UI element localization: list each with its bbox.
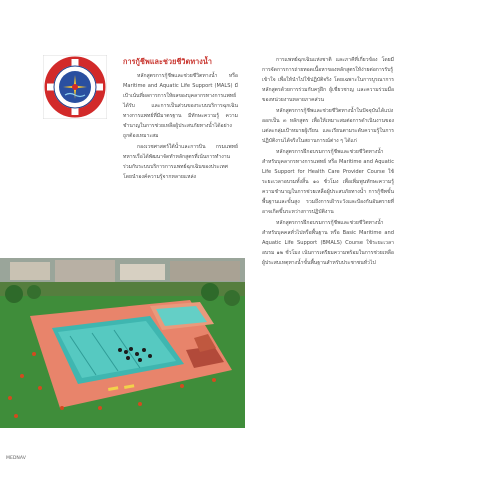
paragraph: กองเวชศาสตร์ใต้น้ำและการบิน กรมแพทย์ทหารเรือได้พัฒนาจัดทำหลักสูตรที่เน้นการทำงานร่วมกับระบบบริการการแพทย์ฉุกเฉินของประเทศ โดยนำองค์ความรู้จากหลายแหล่ง: [123, 144, 238, 180]
paragraph: หลักสูตรการกู้ชีพและช่วยชีวิตทางน้ำ หรือ Maritime and Aquatic Life Support (MALS) มีเป้าเน้นที่ผลการการให้ผลของบุคลากรทางการแพทย์ได้รับ และการเป็นส่วนของระบบบริการฉุกเฉินทางการแพทย์ที่มีมาตรฐาน มีทักษะความรู้ ความชำนาญในการช่วยเหลือผู้ประสบภัยทางน้ำได้อย่างถูกต้องเหมาะสม: [123, 73, 238, 139]
lifebuoy-emblem-icon: [43, 55, 107, 119]
right-text-column: [262, 55, 394, 269]
paragraph: หลักสูตรการกู้ชีพและช่วยชีวิตทางน้ำในปัจจุบันได้แบ่งออกเป็น ๓ หลักสูตร เพื่อให้เหมาะสมต่อการดำเนินงานของแต่ละกลุ่มเป้าหมายผู้เรียน และเรียนตามระดับความรู้ในการปฏิบัติงานได้จริงในสถานการณ์ต่าง ๆ ได้แก่: [262, 108, 394, 144]
paragraph: หลักสูตรการฝึกอบรมการกู้ชีพและช่วยชีวิตทางน้ำสำหรับบุคลากรทางการแพทย์ หรือ Maritime and Aquatic Life Support for Health Care Provider Course ใช้ระยะเวลาอบรมทั้งสิ้น ๑๐ ชั่วโมง เพื่อเพิ่มพูนทักษะความรู้ความชำนาญในการช่วยเหลือผู้ประสบภัยทางน้ำ การกู้ชีพขั้นพื้นฐานและขั้นสูง รวมถึงการเฝ้าระวังและป้องกันอันตรายที่อาจเกิดขึ้นระหว่างการปฏิบัติงาน: [262, 149, 394, 215]
paragraph: การแพทย์ฉุกเฉินแห่งชาติ และภาคีที่เกี่ยวข้อง โดยมีการจัดการการถ่ายทอดเนื้อหาของหลักสูตรให้ง่ายต่อการรับรู้เข้าใจ เพื่อให้นำไปใช้ปฏิบัติจริง โดยเฉพาะในการบูรณาการหลักสูตรด้วยการร่วมกับครูฝึก ผู้เชี่ยวชาญ และความร่วมมือของหน่วยงานหลายภาคส่วน: [262, 57, 394, 103]
emblem-logo: [43, 55, 107, 119]
pool-training-photo: [0, 258, 245, 428]
section-heading: การกู้ชีพและช่วยชีวิตทางน้ำ: [123, 57, 212, 66]
left-text-column: [123, 71, 238, 183]
paragraph: หลักสูตรการฝึกอบรมการกู้ชีพและช่วยชีวิตทางน้ำสำหรับบุคคลทั่วไปหรือพื้นฐาน หรือ Basic Maritime and Aquatic Life Support (BMALS) Course ใช้ระยะเวลาอบรม ๑๒ ชั่วโมง เน้นการเตรียมความพร้อมในการช่วยเหลือผู้ประสบเหตุทางน้ำขั้นพื้นฐานสำหรับประชาชนทั่วไป: [262, 220, 394, 266]
page-folio: MEDNAV: [6, 456, 26, 461]
aerial-pool-illustration: [0, 258, 245, 428]
